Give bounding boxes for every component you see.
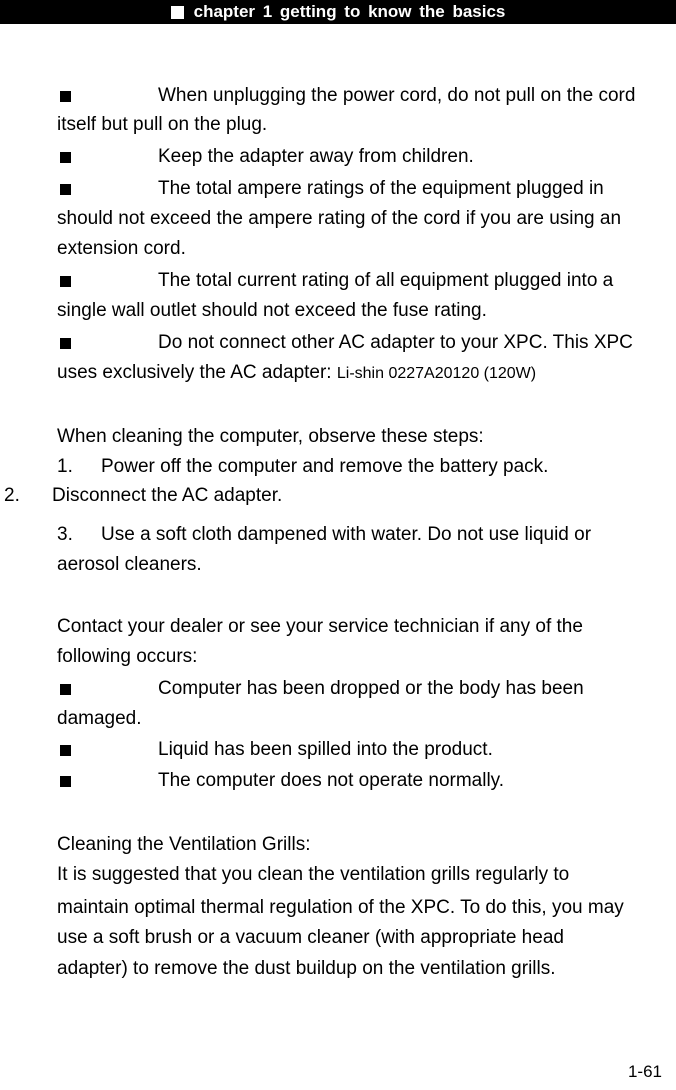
bullet-text: When unplugging the power cord, do not pull on the cord (158, 85, 636, 106)
step-number: 3. (57, 524, 73, 545)
paragraph-line: maintain optimal thermal regulation of the XPC. To do this, you may (57, 897, 624, 918)
bullet-icon (60, 338, 71, 349)
bullet-text: Do not connect other AC adapter to your XPC. This XPC (158, 332, 633, 353)
step-number: 1. (57, 456, 73, 477)
page-number: 1-61 (627, 1062, 662, 1081)
square-icon (171, 6, 184, 19)
bullet-text-cont (57, 362, 536, 385)
bullet-text: Keep the adapter away from children. (158, 146, 474, 167)
cleaning-intro: When cleaning the computer, observe these steps: (57, 426, 484, 447)
bullet-text: Computer has been dropped or the body has been (158, 678, 584, 699)
bullet-icon (60, 684, 71, 695)
bullet-text: The total current rating of all equipment plugged into a (158, 270, 614, 291)
bullet-text: Liquid has been spilled into the product. (158, 739, 493, 760)
paragraph-line: use a soft brush or a vacuum cleaner (with appropriate head (57, 927, 564, 948)
adapter-model: Li-shin 0227A20120 (120W) (336, 365, 537, 382)
bullet-icon (60, 91, 71, 102)
bullet-text-cont: damaged. (57, 708, 142, 729)
step-text: Use a soft cloth dampened with water. Do not use liquid or (101, 524, 592, 545)
bullet-icon (60, 745, 71, 756)
step-text-cont: aerosol cleaners. (57, 554, 202, 575)
bullet-icon (60, 152, 71, 163)
step-number: 2. (4, 485, 20, 506)
bullet-icon (60, 184, 71, 195)
chapter-title: chapter 1 getting to know the basics (193, 2, 506, 21)
section-heading: Cleaning the Ventilation Grills: (57, 834, 311, 855)
step-text: Power off the computer and remove the battery pack. (101, 456, 549, 477)
paragraph-line: It is suggested that you clean the ventilation grills regularly to (57, 864, 570, 885)
adapter-text: uses exclusively the AC adapter: (57, 362, 337, 383)
bullet-text-cont: should not exceed the ampere rating of the cord if you are using an (57, 208, 622, 229)
bullet-text: The total ampere ratings of the equipment plugged in (158, 178, 604, 199)
bullet-text-cont: extension cord. (57, 238, 186, 259)
bullet-icon (60, 776, 71, 787)
contact-text: Contact your dealer or see your service technician if any of the (57, 616, 583, 637)
bullet-text: The computer does not operate normally. (158, 770, 505, 791)
paragraph-line: adapter) to remove the dust buildup on the ventilation grills. (57, 958, 556, 979)
chapter-header (0, 0, 676, 24)
bullet-text-cont: itself but pull on the plug. (57, 114, 268, 135)
bullet-icon (60, 276, 71, 287)
contact-text-cont: following occurs: (57, 646, 198, 667)
step-text: Disconnect the AC adapter. (52, 485, 283, 506)
bullet-text-cont: single wall outlet should not exceed the fuse rating. (57, 300, 487, 321)
